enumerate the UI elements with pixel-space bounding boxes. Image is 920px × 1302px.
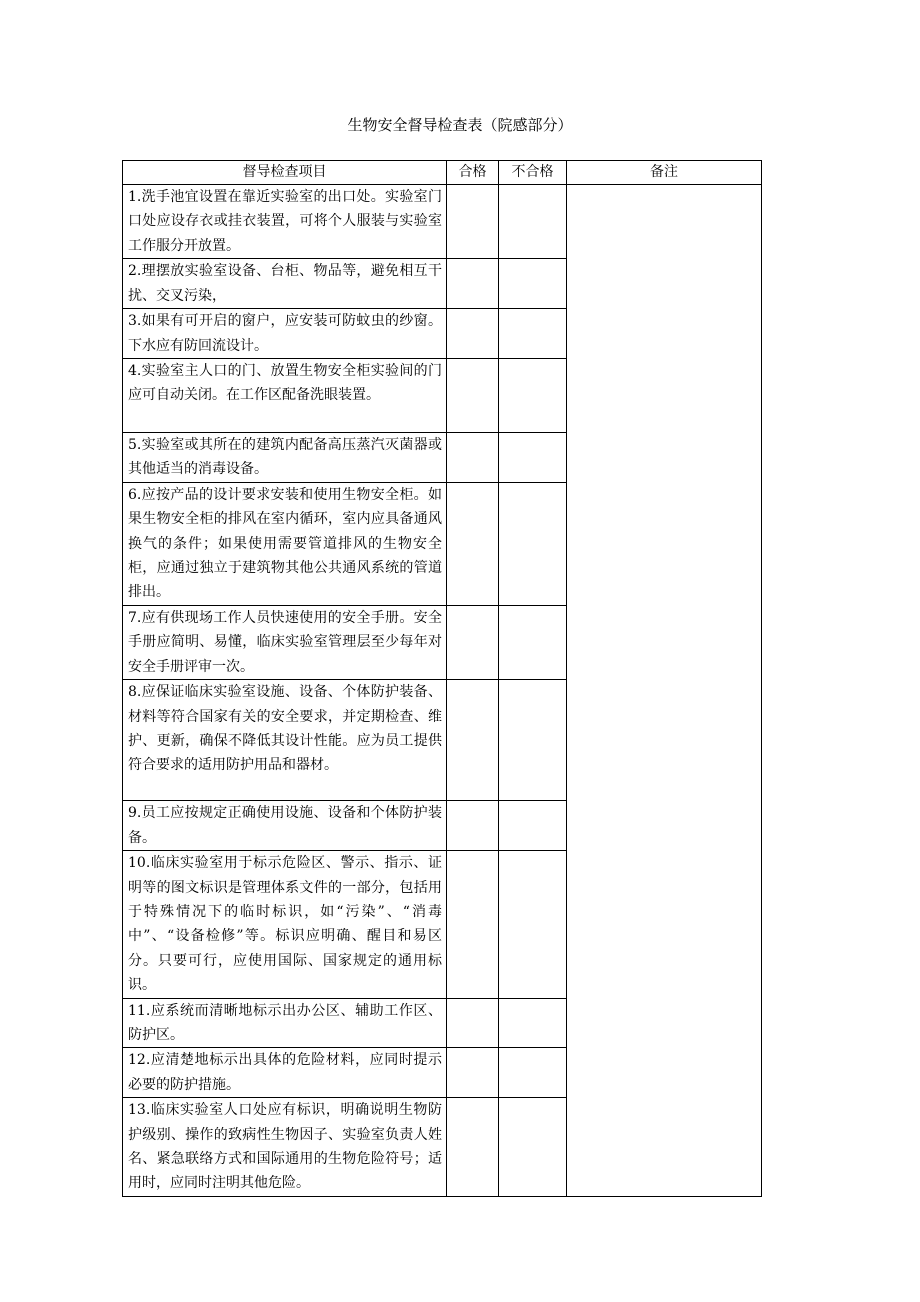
checklist-table bbox=[122, 160, 762, 1197]
pass-cell[interactable] bbox=[447, 359, 499, 433]
fail-cell[interactable] bbox=[499, 259, 567, 309]
fail-cell[interactable] bbox=[499, 359, 567, 433]
pass-cell[interactable] bbox=[447, 433, 499, 483]
fail-cell[interactable] bbox=[499, 1098, 567, 1197]
row-item-text: 3.如果有可开启的窗户，应安装可防蚊虫的纱窗。下水应有防回流设计。 bbox=[123, 309, 447, 359]
row-item-text: 5.实验室或其所在的建筑内配备高压蒸汽灭菌器或其他适当的消毒设备。 bbox=[123, 433, 447, 483]
fail-cell[interactable] bbox=[499, 1048, 567, 1098]
row-item-text: 4.实验室主人口的门、放置生物安全柜实验间的门应可自动关闭。在工作区配备洗眼装置。 bbox=[123, 359, 447, 433]
pass-cell[interactable] bbox=[447, 482, 499, 605]
pass-cell[interactable] bbox=[447, 309, 499, 359]
row-item-text: 6.应按产品的设计要求安装和使用生物安全柜。如果生物安全柜的排风在室内循环，室内应具备通风换气的条件；如果使用需要管道排风的生物安全柜，应通过独立于建筑物其他公共通风系统的管道排出。 bbox=[123, 482, 447, 605]
fail-cell[interactable] bbox=[499, 185, 567, 259]
fail-cell[interactable] bbox=[499, 605, 567, 679]
fail-cell[interactable] bbox=[499, 998, 567, 1048]
table-row bbox=[123, 185, 762, 259]
row-item-text: 7.应有供现场工作人员快速使用的安全手册。安全手册应简明、易懂，临床实验室管理层至少每年对安全手册评审一次。 bbox=[123, 605, 447, 679]
fail-cell[interactable] bbox=[499, 433, 567, 483]
header-item: 督导检查项目 bbox=[123, 161, 447, 185]
pass-cell[interactable] bbox=[447, 605, 499, 679]
row-item-text: 12.应清楚地标示出具体的危险材料，应同时提示必要的防护措施。 bbox=[123, 1048, 447, 1098]
fail-cell[interactable] bbox=[499, 482, 567, 605]
header-row bbox=[123, 161, 762, 185]
row-item-text: 9.员工应按规定正确使用设施、设备和个体防护装备。 bbox=[123, 801, 447, 851]
pass-cell[interactable] bbox=[447, 185, 499, 259]
row-item-text: 8.应保证临床实验室设施、设备、个体防护装备、材料等符合国家有关的安全要求，并定期检查、维护、更新，确保不降低其设计性能。应为员工提供符合要求的适用防护用品和器材。 bbox=[123, 680, 447, 801]
pass-cell[interactable] bbox=[447, 998, 499, 1048]
pass-cell[interactable] bbox=[447, 801, 499, 851]
fail-cell[interactable] bbox=[499, 309, 567, 359]
page-title: 生物安全督导检查表（院感部分） bbox=[347, 116, 573, 134]
row-item-text: 2.理摆放实验室设备、台柜、物品等，避免相互干扰、交叉污染， bbox=[123, 259, 447, 309]
pass-cell[interactable] bbox=[447, 680, 499, 801]
pass-cell[interactable] bbox=[447, 851, 499, 998]
pass-cell[interactable] bbox=[447, 1048, 499, 1098]
row-item-text: 11.应系统而清晰地标示出办公区、辅助工作区、防护区。 bbox=[123, 998, 447, 1048]
pass-cell[interactable] bbox=[447, 259, 499, 309]
pass-cell[interactable] bbox=[447, 1098, 499, 1197]
row-item-text: 13.临床实验室人口处应有标识，明确说明生物防护级别、操作的致病性生物因子、实验室负责人姓名、紧急联络方式和国际通用的生物危险符号；适用时，应同时注明其他危险。 bbox=[123, 1098, 447, 1197]
fail-cell[interactable] bbox=[499, 680, 567, 801]
row-item-text: 1.洗手池宜设置在靠近实验室的出口处。实验室门口处应设存衣或挂衣装置，可将个人服装与实验室工作服分开放置。 bbox=[123, 185, 447, 259]
header-fail: 不合格 bbox=[499, 161, 567, 185]
remark-cell[interactable] bbox=[567, 185, 762, 1197]
fail-cell[interactable] bbox=[499, 851, 567, 998]
header-remark: 备注 bbox=[567, 161, 762, 185]
fail-cell[interactable] bbox=[499, 801, 567, 851]
row-item-text: 10.临床实验室用于标示危险区、警示、指示、证明等的图文标识是管理体系文件的一部分，包括用于特殊情况下的临时标识，如“污染”、“消毒中”、“设备检修”等。标识应明确、醒目和易区分。只要可行，应使用国际、国家规定的通用标识。 bbox=[123, 851, 447, 998]
header-pass: 合格 bbox=[447, 161, 499, 185]
